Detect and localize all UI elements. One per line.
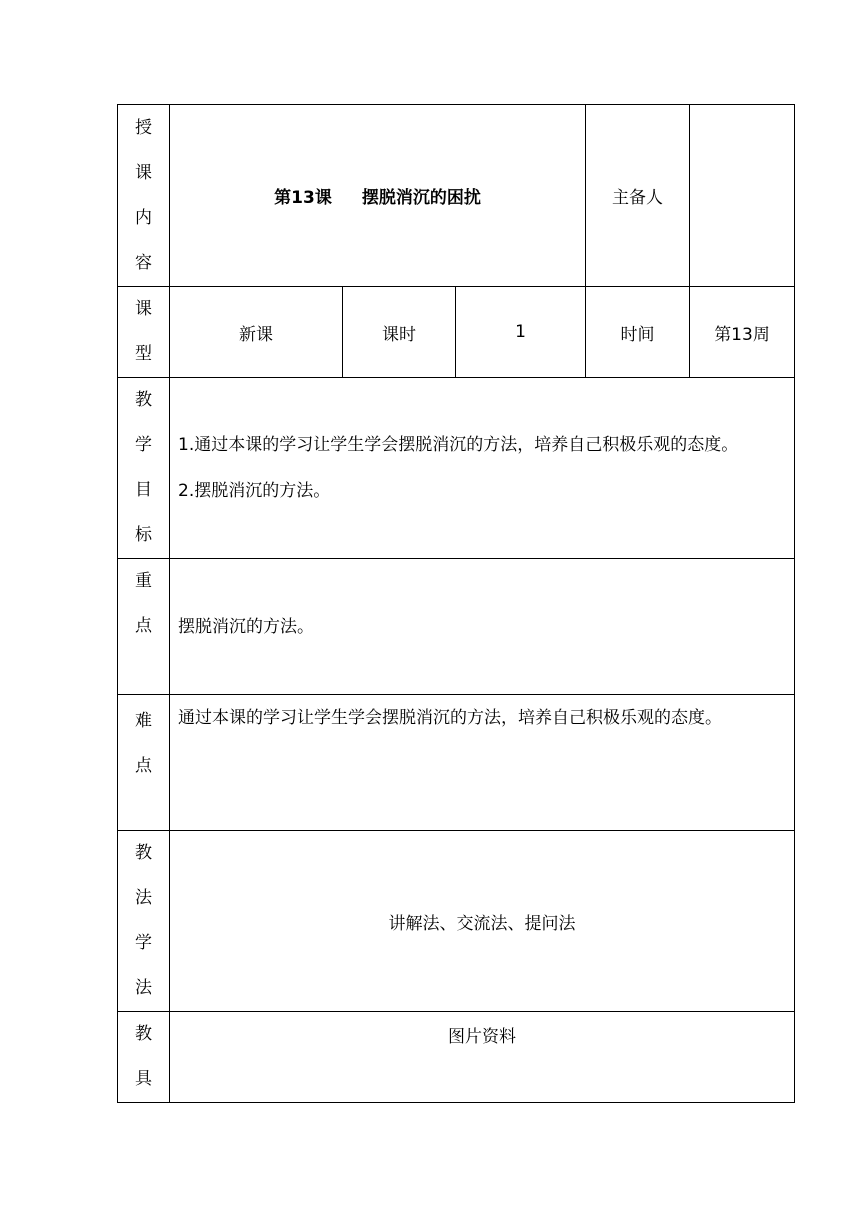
objective-item: 1.通过本课的学习让学生学会摆脱消沉的方法，培养自己积极乐观的态度。 [178, 435, 739, 455]
lesson-title-cell [170, 105, 586, 287]
type-value: 新课 [170, 287, 343, 378]
objectives-label: 教 学 目 标 [118, 378, 170, 559]
time-label: 时间 [586, 287, 690, 378]
topic-label: 授 课 内 容 [118, 105, 170, 287]
key-points-row [118, 559, 795, 695]
methods-label: 教 法 学 法 [118, 831, 170, 1012]
objective-item: 2.摆脱消沉的方法。 [178, 481, 331, 501]
time-value: 第13周 [690, 287, 795, 378]
difficulties-row [118, 695, 795, 831]
key-points-label: 重 点 [118, 559, 170, 695]
type-row [118, 287, 795, 378]
preparer-value [690, 105, 795, 287]
topic-row [118, 105, 795, 287]
lesson-number: 第13课 [274, 188, 332, 208]
objectives-row [118, 378, 795, 559]
tools-content: 图片资料 [170, 1012, 795, 1103]
lesson-plan-table [117, 104, 795, 1103]
preparer-label: 主备人 [586, 105, 690, 287]
difficulties-content: 通过本课的学习让学生学会摆脱消沉的方法，培养自己积极乐观的态度。 [170, 695, 795, 831]
lesson-title: 摆脱消沉的困扰 [361, 188, 481, 208]
tools-row [118, 1012, 795, 1103]
key-points-content: 摆脱消沉的方法。 [170, 559, 795, 695]
tools-label: 教 具 [118, 1012, 170, 1103]
hours-label: 课时 [343, 287, 456, 378]
methods-row [118, 831, 795, 1012]
type-label: 课 型 [118, 287, 170, 378]
difficulties-label: 难 点 [118, 695, 170, 831]
methods-content: 讲解法、交流法、提问法 [170, 831, 795, 1012]
hours-value: 1 [456, 287, 586, 378]
objectives-content [170, 378, 795, 559]
